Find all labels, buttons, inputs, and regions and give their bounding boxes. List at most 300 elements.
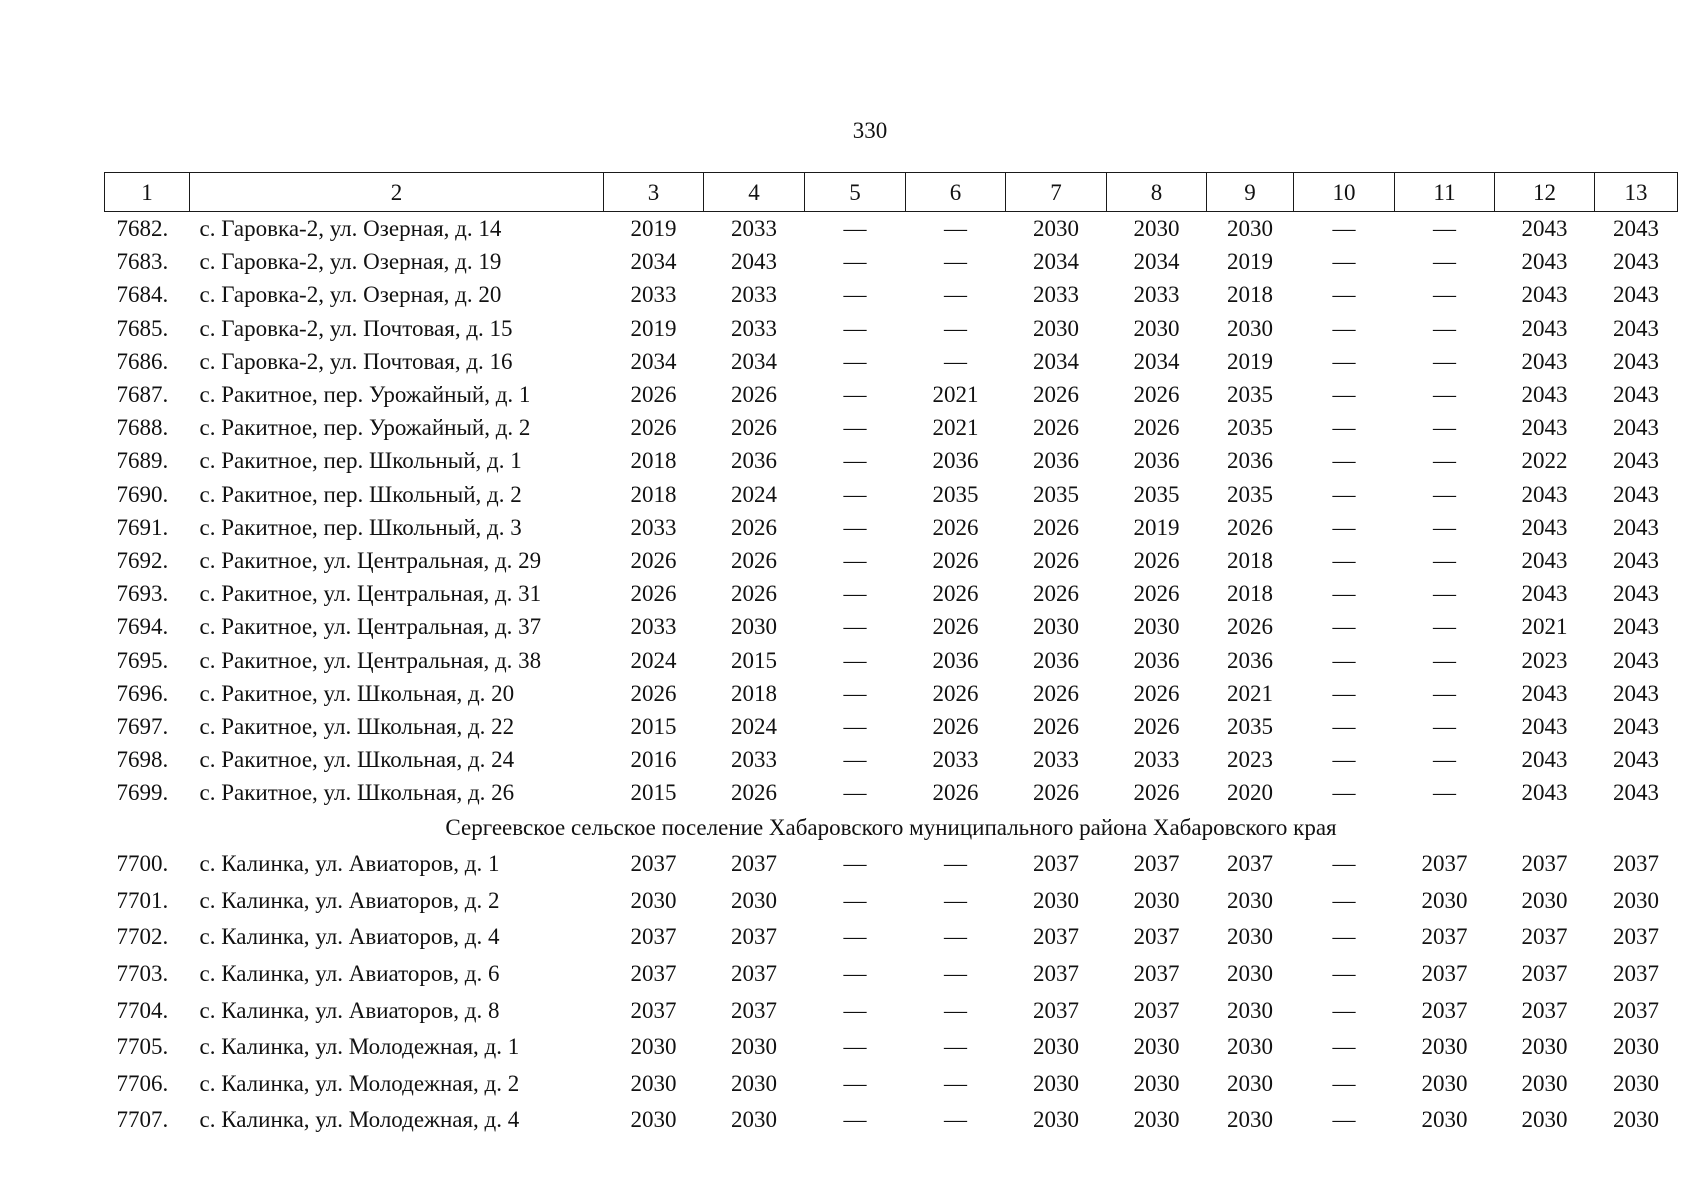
year-cell: 2030 (1033, 614, 1079, 640)
table-row (105, 278, 1678, 311)
column-header-12: 12 (1495, 173, 1595, 212)
address-cell: с. Ракитное, пер. Школьный, д. 3 (199, 514, 522, 540)
year-cell: 2033 (731, 747, 777, 773)
year-cell: 2030 (1033, 887, 1079, 913)
dash-cell: — (1433, 581, 1456, 607)
year-cell: 2030 (1227, 887, 1273, 913)
table-row (105, 345, 1678, 378)
year-cell: 2018 (1227, 547, 1273, 573)
year-cell: 2043 (1521, 481, 1568, 507)
address-cell: с. Калинка, ул. Молодежная, д. 1 (199, 1034, 520, 1060)
year-cell: 2043 (1613, 647, 1659, 673)
year-cell: 2043 (1521, 547, 1568, 573)
year-cell: 2018 (630, 481, 677, 507)
address-cell: с. Калинка, ул. Авиаторов, д. 4 (199, 924, 500, 950)
table-row (105, 1065, 1678, 1102)
row-number: 7704. (116, 997, 169, 1023)
address-cell: с. Ракитное, ул. Школьная, д. 24 (199, 747, 515, 773)
row-number: 7683. (116, 249, 169, 275)
year-cell: 2026 (731, 514, 777, 540)
year-cell: 2036 (1133, 448, 1180, 474)
year-cell: 2030 (1033, 1107, 1079, 1133)
address-cell: с. Гаровка-2, ул. Озерная, д. 19 (199, 249, 502, 275)
row-number: 7697. (116, 713, 169, 739)
table-row (105, 845, 1678, 882)
dash-cell: — (944, 997, 967, 1023)
column-header-4: 4 (704, 173, 805, 212)
row-number: 7707. (116, 1107, 169, 1133)
year-cell: 2026 (932, 780, 979, 806)
dash-cell: — (843, 997, 867, 1023)
dash-cell: — (843, 382, 867, 408)
dash-cell: — (944, 249, 967, 275)
year-cell: 2043 (1521, 713, 1568, 739)
year-cell: 2036 (731, 448, 777, 474)
year-cell: 2033 (932, 747, 979, 773)
dash-cell: — (1332, 713, 1356, 739)
table-row (105, 411, 1678, 444)
year-cell: 2037 (1033, 851, 1079, 877)
dash-cell: — (1332, 1107, 1356, 1133)
year-cell: 2033 (1033, 282, 1079, 308)
year-cell: 2030 (1613, 1034, 1659, 1060)
dash-cell: — (1332, 924, 1356, 950)
dash-cell: — (944, 960, 967, 986)
column-header-6: 6 (906, 173, 1006, 212)
year-cell: 2037 (630, 960, 677, 986)
column-header-9: 9 (1207, 173, 1294, 212)
table-header (105, 173, 1678, 212)
year-cell: 2035 (1227, 382, 1273, 408)
year-cell: 2043 (1613, 581, 1659, 607)
dash-cell: — (843, 581, 867, 607)
dash-cell: — (1433, 382, 1456, 408)
address-cell: с. Ракитное, пер. Школьный, д. 1 (199, 448, 522, 474)
year-cell: 2037 (1033, 924, 1079, 950)
year-cell: 2030 (1227, 997, 1273, 1023)
year-cell: 2037 (1613, 997, 1659, 1023)
section-row (105, 809, 1678, 845)
dash-cell: — (1332, 1070, 1356, 1096)
year-cell: 2021 (932, 415, 979, 441)
year-cell: 2034 (1033, 348, 1079, 374)
year-cell: 2037 (1613, 851, 1659, 877)
year-cell: 2026 (1133, 780, 1180, 806)
year-cell: 2036 (1227, 647, 1273, 673)
year-cell: 2026 (1033, 713, 1079, 739)
year-cell: 2026 (1033, 581, 1079, 607)
table-row (105, 577, 1678, 610)
year-cell: 2037 (1227, 851, 1273, 877)
year-cell: 2034 (630, 249, 677, 275)
dash-cell: — (1332, 216, 1356, 242)
table-row (105, 919, 1678, 956)
row-number: 7693. (116, 581, 169, 607)
year-cell: 2015 (731, 647, 777, 673)
table-row (105, 212, 1678, 246)
year-cell: 2037 (1613, 924, 1659, 950)
year-cell: 2026 (731, 415, 777, 441)
dash-cell: — (944, 1107, 967, 1133)
dash-cell: — (1433, 415, 1456, 441)
year-cell: 2030 (731, 1107, 777, 1133)
table-body (105, 212, 1678, 1139)
year-cell: 2035 (932, 481, 979, 507)
dash-cell: — (944, 1034, 967, 1060)
year-cell: 2021 (1521, 614, 1568, 640)
table-row (105, 743, 1678, 776)
dash-cell: — (1332, 780, 1356, 806)
year-cell: 2030 (1421, 887, 1468, 913)
year-cell: 2043 (1613, 415, 1659, 441)
schedule-table-wrap (104, 172, 1677, 1138)
dash-cell: — (843, 887, 867, 913)
year-cell: 2030 (630, 1107, 677, 1133)
dash-cell: — (1433, 216, 1456, 242)
year-cell: 2033 (1033, 747, 1079, 773)
page-number: 330 (852, 118, 888, 143)
row-number: 7689. (116, 448, 169, 474)
year-cell: 2024 (731, 481, 777, 507)
dash-cell: — (843, 448, 867, 474)
table-row (105, 710, 1678, 743)
year-cell: 2018 (630, 448, 677, 474)
dash-cell: — (1332, 282, 1356, 308)
year-cell: 2026 (1033, 680, 1079, 706)
year-cell: 2037 (1033, 960, 1079, 986)
dash-cell: — (1332, 960, 1356, 986)
year-cell: 2037 (731, 851, 777, 877)
address-cell: с. Ракитное, пер. Урожайный, д. 1 (199, 382, 531, 408)
dash-cell: — (944, 924, 967, 950)
year-cell: 2035 (1133, 481, 1180, 507)
address-cell: с. Гаровка-2, ул. Почтовая, д. 16 (199, 348, 513, 374)
year-cell: 2037 (1521, 997, 1568, 1023)
address-cell: с. Ракитное, пер. Урожайный, д. 2 (199, 415, 531, 441)
year-cell: 2033 (731, 315, 777, 341)
address-cell: с. Ракитное, ул. Центральная, д. 38 (199, 647, 542, 673)
column-header-1: 1 (105, 173, 190, 212)
year-cell: 2034 (1133, 249, 1180, 275)
year-cell: 2043 (1613, 382, 1659, 408)
row-number: 7692. (116, 547, 169, 573)
table-row (105, 478, 1678, 511)
year-cell: 2020 (1227, 780, 1273, 806)
year-cell: 2043 (1613, 481, 1659, 507)
dash-cell: — (1332, 680, 1356, 706)
year-cell: 2037 (1421, 997, 1468, 1023)
year-cell: 2043 (1613, 680, 1659, 706)
address-cell: с. Калинка, ул. Авиаторов, д. 6 (199, 960, 500, 986)
dash-cell: — (843, 1107, 867, 1133)
year-cell: 2030 (731, 1034, 777, 1060)
year-cell: 2037 (1033, 997, 1079, 1023)
year-cell: 2037 (731, 924, 777, 950)
dash-cell: — (1433, 315, 1456, 341)
column-header-7: 7 (1006, 173, 1107, 212)
dash-cell: — (944, 887, 967, 913)
row-number: 7698. (116, 747, 169, 773)
year-cell: 2037 (630, 851, 677, 877)
schedule-table (104, 172, 1678, 1138)
table-row (105, 955, 1678, 992)
year-cell: 2043 (1613, 747, 1659, 773)
column-header-5: 5 (805, 173, 906, 212)
year-cell: 2026 (1033, 382, 1079, 408)
year-cell: 2016 (630, 747, 677, 773)
year-cell: 2043 (1521, 581, 1568, 607)
table-row (105, 312, 1678, 345)
year-cell: 2023 (1227, 747, 1273, 773)
dash-cell: — (1332, 481, 1356, 507)
year-cell: 2026 (1133, 382, 1180, 408)
year-cell: 2026 (932, 581, 979, 607)
year-cell: 2033 (1133, 282, 1180, 308)
year-cell: 2030 (1033, 216, 1079, 242)
dash-cell: — (1433, 481, 1456, 507)
year-cell: 2043 (1613, 780, 1659, 806)
dash-cell: — (843, 315, 867, 341)
year-cell: 2030 (1227, 1070, 1273, 1096)
year-cell: 2033 (731, 216, 777, 242)
row-number: 7691. (116, 514, 169, 540)
year-cell: 2026 (1133, 415, 1180, 441)
row-number: 7694. (116, 614, 169, 640)
year-cell: 2043 (1613, 614, 1659, 640)
year-cell: 2030 (1521, 1070, 1568, 1096)
row-number: 7706. (116, 1070, 169, 1096)
year-cell: 2030 (630, 887, 677, 913)
year-cell: 2030 (630, 1070, 677, 1096)
year-cell: 2030 (1133, 1107, 1180, 1133)
dash-cell: — (843, 514, 867, 540)
dash-cell: — (1433, 348, 1456, 374)
year-cell: 2024 (630, 647, 677, 673)
year-cell: 2026 (932, 547, 979, 573)
table-row (105, 1028, 1678, 1065)
year-cell: 2026 (630, 581, 677, 607)
row-number: 7685. (116, 315, 169, 341)
year-cell: 2030 (1421, 1070, 1468, 1096)
year-cell: 2043 (1521, 315, 1568, 341)
year-cell: 2043 (1521, 747, 1568, 773)
dash-cell: — (1332, 1034, 1356, 1060)
year-cell: 2030 (1133, 1034, 1180, 1060)
year-cell: 2037 (630, 997, 677, 1023)
row-number: 7702. (116, 924, 169, 950)
year-cell: 2030 (1421, 1034, 1468, 1060)
dash-cell: — (944, 1070, 967, 1096)
address-cell: с. Калинка, ул. Авиаторов, д. 1 (199, 851, 500, 877)
dash-cell: — (1433, 680, 1456, 706)
year-cell: 2026 (630, 547, 677, 573)
year-cell: 2019 (1227, 348, 1273, 374)
year-cell: 2026 (1033, 547, 1079, 573)
year-cell: 2043 (1613, 348, 1659, 374)
year-cell: 2030 (1613, 1070, 1659, 1096)
year-cell: 2033 (630, 614, 677, 640)
dash-cell: — (1332, 887, 1356, 913)
row-number: 7687. (116, 382, 169, 408)
year-cell: 2026 (932, 713, 979, 739)
table-row (105, 882, 1678, 919)
year-cell: 2030 (1033, 1034, 1079, 1060)
year-cell: 2030 (1613, 887, 1659, 913)
year-cell: 2037 (731, 997, 777, 1023)
year-cell: 2026 (731, 382, 777, 408)
year-cell: 2026 (932, 614, 979, 640)
dash-cell: — (843, 547, 867, 573)
year-cell: 2023 (1521, 647, 1568, 673)
dash-cell: — (1332, 448, 1356, 474)
year-cell: 2026 (731, 581, 777, 607)
dash-cell: — (1332, 415, 1356, 441)
table-row (105, 544, 1678, 577)
year-cell: 2030 (1227, 924, 1273, 950)
year-cell: 2030 (1133, 887, 1180, 913)
year-cell: 2026 (1133, 581, 1180, 607)
dash-cell: — (944, 216, 967, 242)
dash-cell: — (1332, 315, 1356, 341)
year-cell: 2043 (731, 249, 777, 275)
year-cell: 2026 (731, 547, 777, 573)
year-cell: 2043 (1613, 315, 1659, 341)
year-cell: 2035 (1033, 481, 1079, 507)
dash-cell: — (1332, 614, 1356, 640)
dash-cell: — (1332, 547, 1356, 573)
year-cell: 2024 (731, 713, 777, 739)
year-cell: 2018 (731, 680, 777, 706)
address-cell: с. Гаровка-2, ул. Озерная, д. 20 (199, 282, 502, 308)
row-number: 7684. (116, 282, 169, 308)
year-cell: 2030 (731, 614, 777, 640)
year-cell: 2026 (1033, 415, 1079, 441)
year-cell: 2015 (630, 713, 677, 739)
year-cell: 2043 (1613, 547, 1659, 573)
year-cell: 2037 (1421, 960, 1468, 986)
year-cell: 2043 (1521, 680, 1568, 706)
row-number: 7705. (116, 1034, 169, 1060)
address-cell: с. Ракитное, ул. Центральная, д. 29 (199, 547, 542, 573)
year-cell: 2019 (630, 315, 677, 341)
year-cell: 2030 (1421, 1107, 1468, 1133)
address-cell: с. Калинка, ул. Молодежная, д. 4 (199, 1107, 520, 1133)
year-cell: 2030 (1033, 315, 1079, 341)
year-cell: 2030 (1227, 315, 1273, 341)
dash-cell: — (1433, 514, 1456, 540)
dash-cell: — (843, 216, 867, 242)
dash-cell: — (1332, 997, 1356, 1023)
year-cell: 2043 (1521, 382, 1568, 408)
column-header-2: 2 (190, 173, 604, 212)
year-cell: 2030 (1033, 1070, 1079, 1096)
dash-cell: — (1433, 713, 1456, 739)
address-cell: с. Калинка, ул. Молодежная, д. 2 (199, 1070, 520, 1096)
year-cell: 2026 (1133, 713, 1180, 739)
year-cell: 2037 (630, 924, 677, 950)
dash-cell: — (944, 348, 967, 374)
year-cell: 2043 (1521, 415, 1568, 441)
table-row (105, 643, 1678, 676)
year-cell: 2037 (1521, 851, 1568, 877)
year-cell: 2037 (1521, 960, 1568, 986)
year-cell: 2026 (630, 680, 677, 706)
table-row (105, 992, 1678, 1029)
column-header-8: 8 (1107, 173, 1207, 212)
year-cell: 2034 (731, 348, 777, 374)
year-cell: 2026 (1033, 514, 1079, 540)
dash-cell: — (1433, 547, 1456, 573)
year-cell: 2034 (1133, 348, 1180, 374)
year-cell: 2030 (1227, 1107, 1273, 1133)
year-cell: 2036 (1133, 647, 1180, 673)
year-cell: 2043 (1613, 282, 1659, 308)
year-cell: 2037 (1133, 924, 1180, 950)
year-cell: 2030 (1133, 1070, 1180, 1096)
year-cell: 2036 (1033, 448, 1079, 474)
year-cell: 2034 (1033, 249, 1079, 275)
year-cell: 2036 (1227, 448, 1273, 474)
dash-cell: — (1332, 581, 1356, 607)
year-cell: 2030 (630, 1034, 677, 1060)
dash-cell: — (843, 348, 867, 374)
year-cell: 2037 (1133, 960, 1180, 986)
address-cell: с. Ракитное, пер. Школьный, д. 2 (199, 481, 522, 507)
column-header-13: 13 (1595, 173, 1678, 212)
year-cell: 2033 (1133, 747, 1180, 773)
section-title: Сергеевское сельское поселение Хабаровского муниципального района Хабаровского края (445, 814, 1337, 840)
address-cell: с. Ракитное, ул. Центральная, д. 31 (199, 581, 542, 607)
table-row (105, 776, 1678, 809)
year-cell: 2037 (731, 960, 777, 986)
year-cell: 2035 (1227, 415, 1273, 441)
year-cell: 2026 (1133, 547, 1180, 573)
dash-cell: — (1433, 448, 1456, 474)
address-cell: с. Гаровка-2, ул. Почтовая, д. 15 (199, 315, 513, 341)
dash-cell: — (843, 614, 867, 640)
dash-cell: — (843, 747, 867, 773)
year-cell: 2043 (1521, 216, 1568, 242)
row-number: 7701. (116, 887, 169, 913)
dash-cell: — (1433, 249, 1456, 275)
dash-cell: — (843, 851, 867, 877)
year-cell: 2037 (1133, 997, 1180, 1023)
year-cell: 2033 (630, 514, 677, 540)
year-cell: 2033 (731, 282, 777, 308)
year-cell: 2030 (1227, 1034, 1273, 1060)
column-header-10: 10 (1294, 173, 1395, 212)
year-cell: 2021 (932, 382, 979, 408)
dash-cell: — (944, 282, 967, 308)
row-number: 7696. (116, 680, 169, 706)
row-number: 7686. (116, 348, 169, 374)
year-cell: 2034 (630, 348, 677, 374)
dash-cell: — (1433, 614, 1456, 640)
row-number: 7695. (116, 647, 169, 673)
table-row (105, 511, 1678, 544)
table-row (105, 378, 1678, 411)
year-cell: 2019 (1133, 514, 1180, 540)
year-cell: 2043 (1521, 780, 1568, 806)
dash-cell: — (1332, 514, 1356, 540)
dash-cell: — (1332, 647, 1356, 673)
year-cell: 2043 (1613, 216, 1659, 242)
table-row (105, 677, 1678, 710)
header-row (105, 173, 1678, 212)
dash-cell: — (843, 415, 867, 441)
dash-cell: — (843, 647, 867, 673)
year-cell: 2043 (1613, 448, 1659, 474)
